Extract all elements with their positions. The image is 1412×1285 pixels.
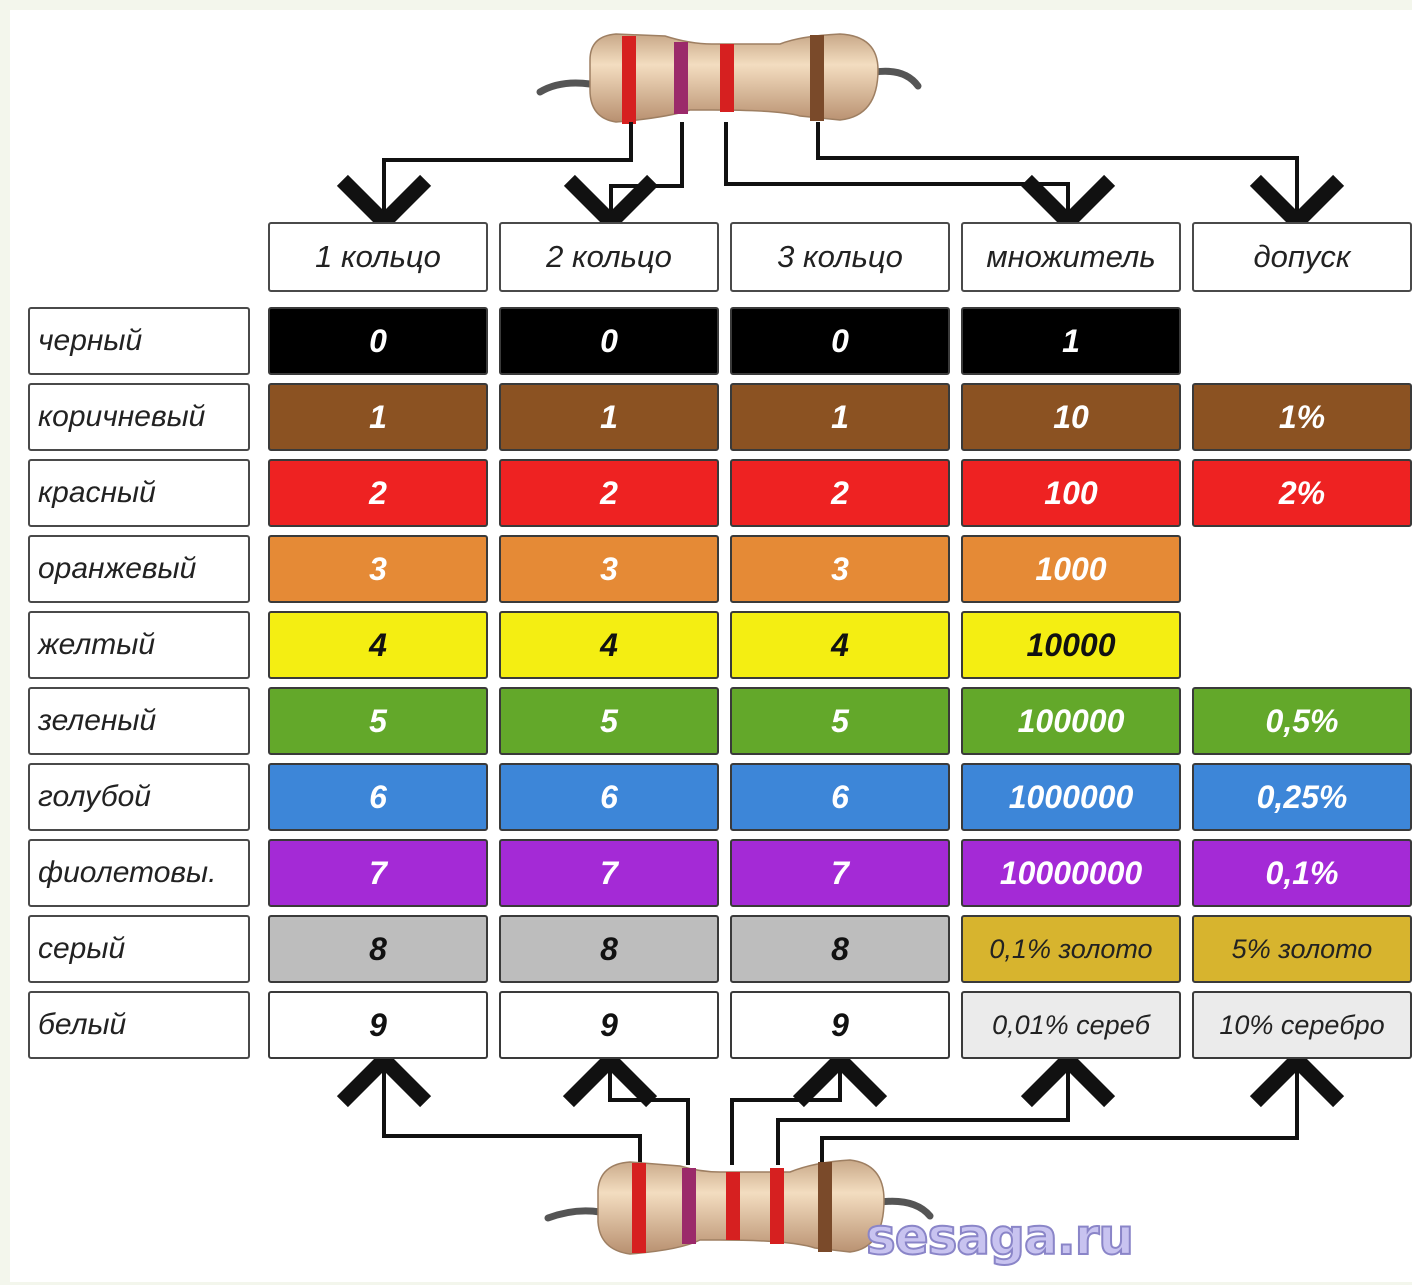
row-label: голубой	[28, 763, 250, 831]
row-label: красный	[28, 459, 250, 527]
tolerance-cell: 0,5%	[1192, 687, 1412, 755]
top-resistor	[540, 34, 918, 124]
tolerance-cell: 0,1%	[1192, 839, 1412, 907]
bottom-band-4	[770, 1168, 784, 1244]
top-band-3	[720, 44, 734, 112]
multiplier-cell: 10000	[961, 611, 1181, 679]
digit-cell: 4	[499, 611, 719, 679]
digit-cell: 2	[730, 459, 950, 527]
digit-cell: 4	[730, 611, 950, 679]
multiplier-cell: 1	[961, 307, 1181, 375]
header-5: допуск	[1192, 222, 1412, 292]
tolerance-cell: 5% золото	[1192, 915, 1412, 983]
digit-cell: 9	[730, 991, 950, 1059]
digit-cell: 1	[268, 383, 488, 451]
watermark: sesaga.ru	[866, 1208, 1133, 1266]
row-label: фиолетовы.	[28, 839, 250, 907]
bottom-connectors	[384, 1060, 1297, 1165]
row-label: белый	[28, 991, 250, 1059]
digit-cell: 3	[268, 535, 488, 603]
digit-cell: 6	[730, 763, 950, 831]
digit-cell: 1	[499, 383, 719, 451]
digit-cell: 0	[268, 307, 488, 375]
bottom-band-3	[726, 1172, 740, 1240]
digit-cell: 6	[499, 763, 719, 831]
digit-cell: 3	[730, 535, 950, 603]
row-label: зеленый	[28, 687, 250, 755]
digit-cell: 4	[268, 611, 488, 679]
digit-cell: 5	[268, 687, 488, 755]
digit-cell: 3	[499, 535, 719, 603]
digit-cell: 5	[499, 687, 719, 755]
row-label: оранжевый	[28, 535, 250, 603]
digit-cell: 2	[499, 459, 719, 527]
digit-cell: 6	[268, 763, 488, 831]
digit-cell: 0	[730, 307, 950, 375]
bottom-band-5	[818, 1162, 832, 1252]
row-label: серый	[28, 915, 250, 983]
digit-cell: 8	[499, 915, 719, 983]
tolerance-cell: 10% серебро	[1192, 991, 1412, 1059]
digit-cell: 8	[730, 915, 950, 983]
digit-cell: 7	[499, 839, 719, 907]
digit-cell: 9	[499, 991, 719, 1059]
multiplier-cell: 10	[961, 383, 1181, 451]
multiplier-cell: 1000	[961, 535, 1181, 603]
digit-cell: 5	[730, 687, 950, 755]
digit-cell: 8	[268, 915, 488, 983]
multiplier-cell: 100000	[961, 687, 1181, 755]
bottom-band-2	[682, 1168, 696, 1244]
digit-cell: 9	[268, 991, 488, 1059]
digit-cell: 7	[730, 839, 950, 907]
header-2: 2 кольцо	[499, 222, 719, 292]
digit-cell: 1	[730, 383, 950, 451]
bottom-band-1	[632, 1163, 646, 1253]
top-band-1	[622, 36, 636, 124]
top-connectors	[384, 122, 1297, 222]
digit-cell: 7	[268, 839, 488, 907]
header-4: множитель	[961, 222, 1181, 292]
multiplier-cell: 0,1% золото	[961, 915, 1181, 983]
top-band-4	[810, 35, 824, 121]
header-3: 3 кольцо	[730, 222, 950, 292]
row-label: желтый	[28, 611, 250, 679]
row-label: коричневый	[28, 383, 250, 451]
multiplier-cell: 100	[961, 459, 1181, 527]
top-band-2	[674, 42, 688, 114]
tolerance-cell: 2%	[1192, 459, 1412, 527]
digit-cell: 2	[268, 459, 488, 527]
multiplier-cell: 10000000	[961, 839, 1181, 907]
multiplier-cell: 0,01% сереб	[961, 991, 1181, 1059]
digit-cell: 0	[499, 307, 719, 375]
header-1: 1 кольцо	[268, 222, 488, 292]
tolerance-cell: 1%	[1192, 383, 1412, 451]
multiplier-cell: 1000000	[961, 763, 1181, 831]
tolerance-cell: 0,25%	[1192, 763, 1412, 831]
row-label: черный	[28, 307, 250, 375]
